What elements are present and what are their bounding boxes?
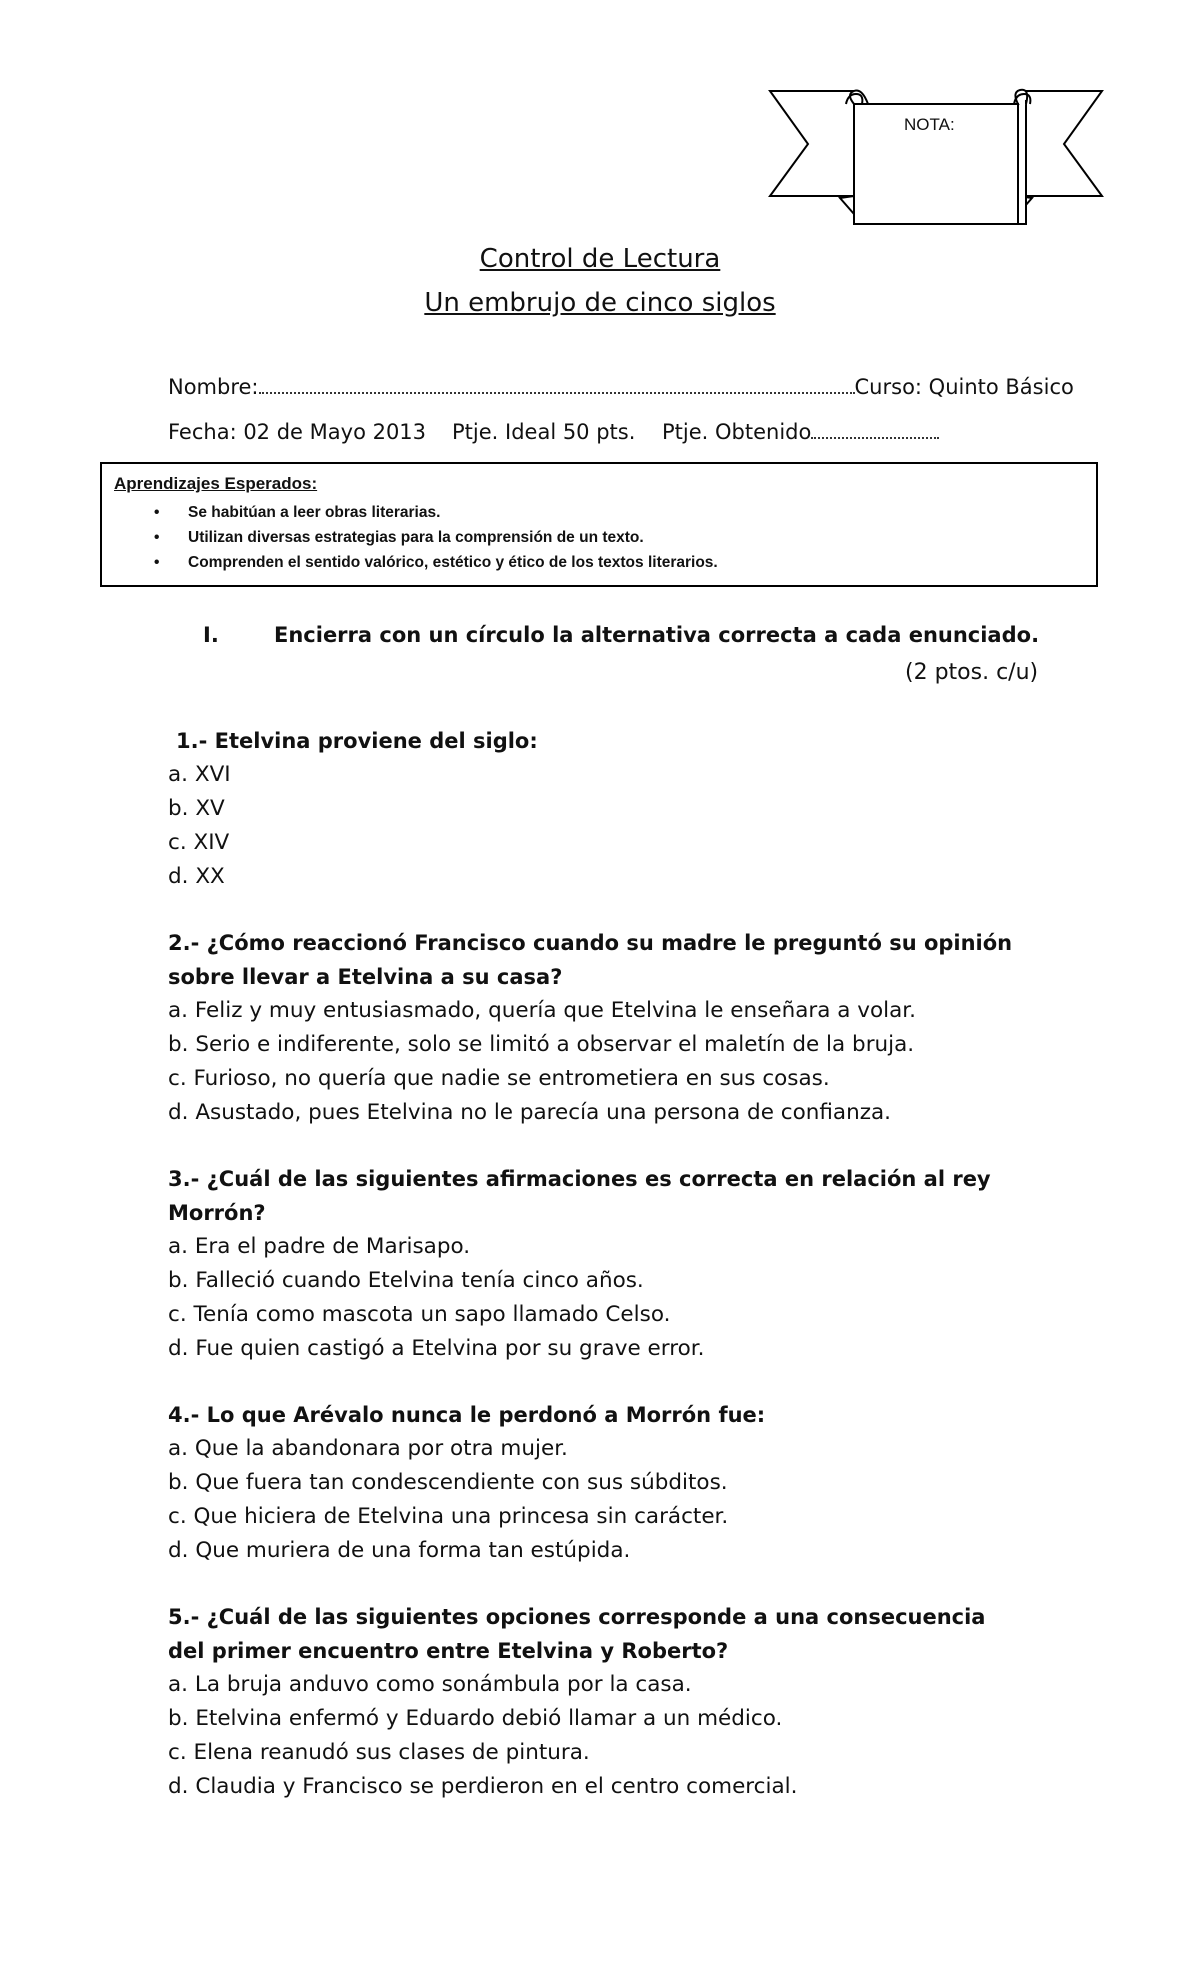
option-3d[interactable]: d. Fue quien castigó a Etelvina por su grave error. (168, 1336, 705, 1361)
list-item: • Utilizan diversas estrategias para la comprensión de un texto. (154, 525, 718, 550)
question-5: 5.- ¿Cuál de las siguientes opciones corresponde a una consecuencia del primer encuentro entre Etelvina y Roberto? (168, 1605, 986, 1663)
option-5b[interactable]: b. Etelvina enfermó y Eduardo debió llamar a un médico. (168, 1706, 783, 1731)
nombre-blank[interactable] (259, 388, 855, 394)
question-1: 1.- Etelvina proviene del siglo: (176, 729, 538, 753)
aprendizajes-box (100, 462, 1098, 587)
option-3b[interactable]: b. Falleció cuando Etelvina tenía cinco años. (168, 1268, 644, 1293)
page-subtitle: Un embrujo de cinco siglos (424, 288, 776, 318)
ptje-ideal-text: Ptje. Ideal 50 pts. (452, 420, 636, 444)
option-4c[interactable]: c. Que hiciera de Etelvina una princesa sin carácter. (168, 1504, 729, 1529)
section-numeral: I. (203, 623, 219, 647)
list-item: • Se habitúan a leer obras literarias. (154, 500, 718, 525)
curso-label: Curso: Quinto Básico (854, 375, 1074, 399)
scroll-banner-icon (768, 86, 1104, 232)
section-instruction: Encierra con un círculo la alternativa correcta a cada enunciado. (274, 623, 1040, 647)
option-3a[interactable]: a. Era el padre de Marisapo. (168, 1234, 471, 1259)
bullet-icon: • (154, 554, 160, 571)
option-5d[interactable]: d. Claudia y Francisco se perdieron en el centro comercial. (168, 1774, 798, 1799)
nota-label: NOTA: (904, 115, 955, 134)
question-2: 2.- ¿Cómo reaccionó Francisco cuando su madre le preguntó su opinión sobre llevar a Etelvina a su casa? (168, 931, 1013, 989)
question-3: 3.- ¿Cuál de las siguientes afirmaciones es correcta en relación al rey Morrón? (168, 1167, 991, 1225)
bullet-icon: • (154, 504, 160, 521)
page-title: Control de Lectura (479, 244, 721, 274)
question-4: 4.- Lo que Arévalo nunca le perdonó a Morrón fue: (168, 1403, 766, 1427)
grade-banner (768, 86, 1104, 232)
section-points: (2 ptos. c/u) (905, 660, 1039, 685)
ptje-obtenido-row (662, 420, 939, 444)
nombre-row (168, 375, 1074, 399)
option-1c[interactable]: c. XIV (168, 830, 230, 855)
fecha-text: Fecha: 02 de Mayo 2013 (168, 420, 427, 444)
option-3c[interactable]: c. Tenía como mascota un sapo llamado Celso. (168, 1302, 671, 1327)
option-2a[interactable]: a. Feliz y muy entusiasmado, quería que Etelvina le enseñara a volar. (168, 998, 916, 1023)
nombre-label: Nombre: (168, 375, 259, 399)
option-4a[interactable]: a. Que la abandonara por otra mujer. (168, 1436, 568, 1461)
option-4b[interactable]: b. Que fuera tan condescendiente con sus súbditos. (168, 1470, 728, 1495)
option-2d[interactable]: d. Asustado, pues Etelvina no le parecía una persona de confianza. (168, 1100, 892, 1125)
aprendizajes-list (154, 500, 718, 575)
ptje-obtenido-label: Ptje. Obtenido (662, 420, 812, 444)
option-1d[interactable]: d. XX (168, 864, 225, 889)
option-5a[interactable]: a. La bruja anduvo como sonámbula por la casa. (168, 1672, 692, 1697)
ptje-obtenido-blank[interactable] (811, 433, 939, 439)
option-4d[interactable]: d. Que muriera de una forma tan estúpida. (168, 1538, 631, 1563)
option-5c[interactable]: c. Elena reanudó sus clases de pintura. (168, 1740, 590, 1765)
option-2b[interactable]: b. Serio e indiferente, solo se limitó a observar el maletín de la bruja. (168, 1032, 915, 1057)
list-item: • Comprenden el sentido valórico, estético y ético de los textos literarios. (154, 550, 718, 575)
option-1a[interactable]: a. XVI (168, 762, 231, 787)
option-1b[interactable]: b. XV (168, 796, 225, 821)
bullet-icon: • (154, 529, 160, 546)
aprendizajes-heading: Aprendizajes Esperados: (114, 474, 318, 493)
option-2c[interactable]: c. Furioso, no quería que nadie se entrometiera en sus cosas. (168, 1066, 830, 1091)
